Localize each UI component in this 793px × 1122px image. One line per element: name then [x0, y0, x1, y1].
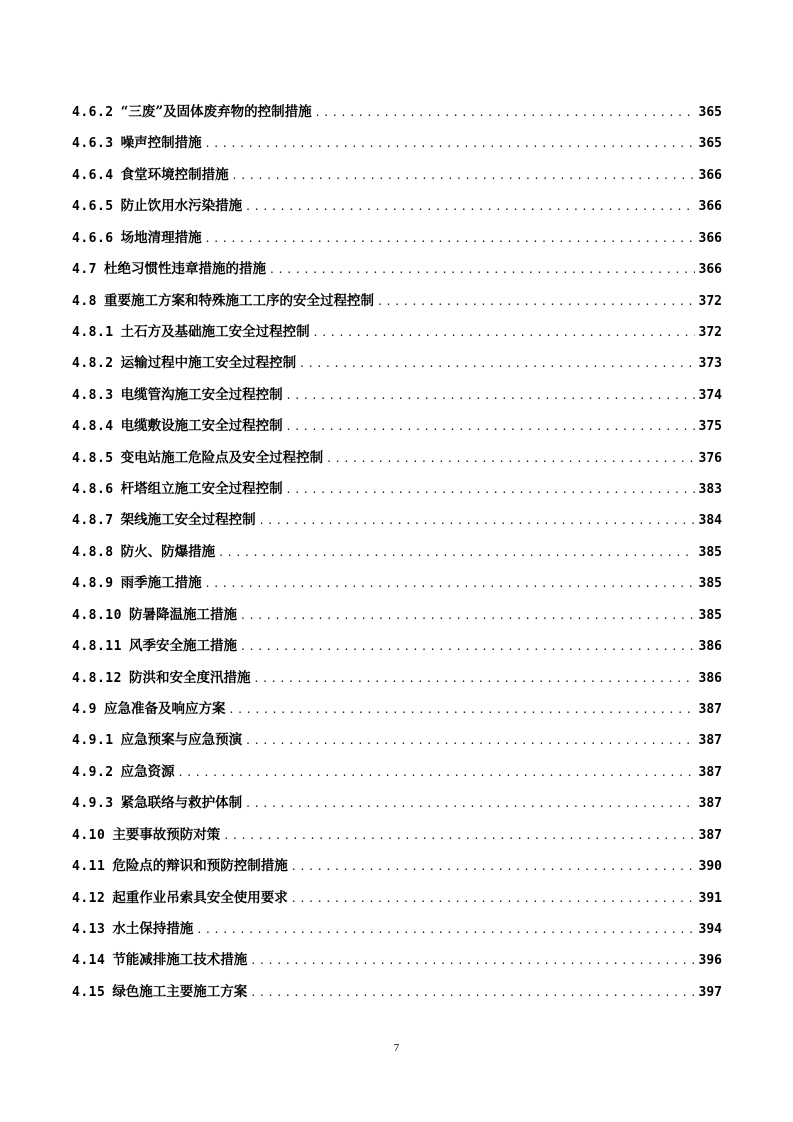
toc-entry-page: 383	[698, 482, 722, 498]
toc-entry[interactable]	[72, 635, 722, 666]
toc-entry-title: 绿色施工主要施工方案	[112, 983, 248, 1000]
toc-entry-title: 起重作业吊索具安全使用要求	[112, 889, 288, 906]
toc-entry-number: 4.8.1	[72, 324, 114, 340]
toc-entry-page: 390	[698, 859, 722, 875]
dot-leader	[300, 352, 694, 374]
toc-entry-number: 4.8.6	[72, 482, 114, 498]
toc-entry-title: 雨季施工措施	[120, 575, 202, 592]
dot-leader	[206, 227, 695, 249]
dot-leader	[233, 164, 695, 186]
toc-entry-number: 4.14	[72, 953, 106, 969]
toc-entry-number: 4.12	[72, 890, 106, 906]
toc-entry[interactable]	[72, 384, 722, 415]
toc-entry-number: 4.8.10	[72, 607, 122, 623]
dot-leader	[260, 509, 695, 531]
toc-entry-page: 376	[698, 450, 722, 466]
dot-leader	[287, 415, 695, 437]
toc-entry-title: 运输过程中施工安全过程控制	[120, 355, 297, 372]
toc-entry-page: 397	[698, 984, 722, 1000]
toc-entry-title: 应急准备及响应方案	[103, 701, 226, 718]
dot-leader	[251, 981, 694, 1003]
dot-leader	[287, 384, 695, 406]
page-number: 7	[393, 1042, 400, 1054]
toc-entry[interactable]	[72, 824, 722, 855]
toc-entry-page: 365	[698, 136, 722, 152]
toc-entry-number: 4.8.11	[72, 639, 122, 655]
toc-entry-title: 电缆管沟施工安全过程控制	[120, 386, 283, 403]
toc-entry[interactable]	[72, 101, 722, 132]
dot-leader	[270, 258, 695, 280]
toc-entry-page: 365	[698, 105, 722, 120]
dot-leader	[179, 761, 695, 783]
toc-entry-number: 4.11	[72, 859, 106, 875]
toc-entry-page: 366	[698, 262, 722, 278]
toc-entry-page: 372	[698, 324, 722, 340]
toc-entry-title: 架线施工安全过程控制	[120, 512, 256, 529]
toc-entry-number: 4.6.4	[72, 167, 114, 183]
dot-leader	[246, 195, 694, 217]
dot-leader	[241, 604, 695, 626]
toc-entry-title: 场地清理措施	[120, 229, 202, 246]
toc-entry-page: 366	[698, 199, 722, 215]
toc-entry-title: 水土保持措施	[112, 920, 194, 937]
toc-entry-page: 385	[698, 544, 722, 560]
toc-entry-number: 4.9.3	[72, 796, 114, 812]
dot-leader	[219, 541, 694, 563]
toc-entry[interactable]	[72, 290, 722, 321]
toc-entry-title: 电缆敷设施工安全过程控制	[120, 418, 283, 435]
toc-entry-number: 4.7	[72, 262, 97, 278]
toc-entry-page: 387	[698, 796, 722, 812]
toc-entry-title: 食堂环境控制措施	[120, 166, 229, 183]
toc-entry-title: 噪声控制措施	[120, 135, 202, 152]
toc-entry-number: 4.8.4	[72, 419, 114, 435]
toc-entry-page: 391	[698, 890, 722, 906]
dot-leader	[254, 667, 694, 689]
toc-entry[interactable]	[72, 949, 722, 980]
toc-entry-page: 384	[698, 513, 722, 529]
toc-entry-title: 土石方及基础施工安全过程控制	[120, 323, 310, 340]
toc-entry-number: 4.8.5	[72, 450, 114, 466]
dot-leader	[327, 447, 694, 469]
toc-entry[interactable]	[72, 855, 722, 886]
toc-entry[interactable]	[72, 572, 722, 603]
toc-entry[interactable]	[72, 415, 722, 446]
dot-leader	[287, 478, 695, 500]
toc-entry-number: 4.9.1	[72, 733, 114, 749]
toc-entry-title: “三废”及固体废弃物的控制措施	[120, 104, 312, 120]
toc-entry-number: 4.8.7	[72, 513, 114, 529]
toc-entry[interactable]	[72, 164, 722, 195]
toc-entry[interactable]	[72, 604, 722, 635]
toc-entry[interactable]	[72, 478, 722, 509]
toc-entry-page: 375	[698, 419, 722, 435]
toc-entry-number: 4.8	[72, 293, 97, 309]
toc-entry-title: 应急预案与应急预演	[120, 732, 243, 749]
toc-entry-title: 节能减排施工技术措施	[112, 952, 248, 969]
toc-entry[interactable]	[72, 132, 722, 163]
toc-entry-page: 374	[698, 387, 722, 403]
toc-entry[interactable]	[72, 541, 722, 572]
dot-leader	[206, 132, 695, 154]
toc-entry-title: 紧急联络与救护体制	[120, 795, 243, 812]
dot-leader	[206, 572, 695, 594]
toc-entry-title: 危险点的辩识和预防控制措施	[112, 858, 288, 875]
toc-entry-page: 366	[698, 230, 722, 246]
toc-entry-title: 防洪和安全度汛措施	[128, 669, 251, 686]
toc-entry[interactable]	[72, 352, 722, 383]
toc-entry-number: 4.10	[72, 827, 106, 843]
toc-entry-number: 4.8.3	[72, 387, 114, 403]
dot-leader	[246, 792, 694, 814]
toc-entry[interactable]	[72, 509, 722, 540]
toc-entry-page: 385	[698, 576, 722, 592]
toc-entry-page: 387	[698, 827, 722, 843]
toc-entry-title: 重要施工方案和特殊施工工序的安全过程控制	[103, 292, 374, 309]
dot-leader	[241, 635, 695, 657]
toc-entry-page: 373	[698, 356, 722, 372]
toc-entry[interactable]	[72, 792, 722, 823]
toc-entry-title: 杜绝习惯性违章措施的措施	[103, 261, 266, 278]
dot-leader	[197, 918, 694, 940]
dot-leader	[224, 824, 694, 846]
dot-leader	[229, 698, 694, 720]
toc-entry-title: 防火、防爆措施	[120, 543, 216, 560]
toc-entry-number: 4.6.6	[72, 230, 114, 246]
toc-entry[interactable]	[72, 887, 722, 918]
toc-entry-title: 风季安全施工措施	[128, 638, 237, 655]
toc-entry-page: 372	[698, 293, 722, 309]
toc-entry[interactable]	[72, 258, 722, 289]
toc-entry-title: 主要事故预防对策	[112, 826, 221, 843]
toc-entry-title: 变电站施工危险点及安全过程控制	[120, 449, 324, 466]
toc-entry-number: 4.6.5	[72, 199, 114, 215]
dot-leader	[246, 729, 694, 751]
toc-entry-page: 385	[698, 607, 722, 623]
toc-entry[interactable]	[72, 195, 722, 226]
toc-entry-number: 4.6.3	[72, 136, 114, 152]
toc-entry[interactable]	[72, 918, 722, 949]
toc-entry-number: 4.13	[72, 921, 106, 937]
toc-entry-page: 386	[698, 639, 722, 655]
toc-entry-number: 4.9.2	[72, 764, 114, 780]
toc-entry-page: 387	[698, 733, 722, 749]
dot-leader	[316, 101, 695, 123]
toc-entry[interactable]	[72, 667, 722, 698]
toc-entry[interactable]	[72, 447, 722, 478]
toc-entry[interactable]	[72, 761, 722, 792]
dot-leader	[251, 949, 694, 971]
toc-entry-number: 4.8.2	[72, 356, 114, 372]
toc-entry[interactable]	[72, 981, 722, 1012]
toc-entry[interactable]	[72, 698, 722, 729]
toc-entry-title: 应急资源	[120, 763, 175, 780]
table-of-contents	[72, 101, 722, 1012]
toc-entry-number: 4.8.9	[72, 576, 114, 592]
toc-entry[interactable]	[72, 321, 722, 352]
toc-entry-number: 4.15	[72, 984, 106, 1000]
toc-entry-title: 防暑降温施工措施	[128, 606, 237, 623]
toc-entry-page: 394	[698, 921, 722, 937]
toc-entry[interactable]	[72, 729, 722, 760]
toc-entry-page: 366	[698, 167, 722, 183]
toc-entry-title: 防止饮用水污染措施	[120, 198, 243, 215]
toc-entry[interactable]	[72, 227, 722, 258]
dot-leader	[314, 321, 695, 343]
toc-entry-number: 4.9	[72, 702, 97, 718]
dot-leader	[292, 887, 695, 909]
toc-entry-number: 4.8.8	[72, 544, 114, 560]
toc-entry-page: 396	[698, 953, 722, 969]
toc-entry-number: 4.8.12	[72, 670, 122, 686]
toc-entry-page: 386	[698, 670, 722, 686]
toc-entry-title: 杆塔组立施工安全过程控制	[120, 481, 283, 498]
toc-entry-page: 387	[698, 702, 722, 718]
toc-entry-number: 4.6.2	[72, 105, 114, 120]
dot-leader	[292, 855, 695, 877]
toc-entry-page: 387	[698, 764, 722, 780]
dot-leader	[378, 290, 695, 312]
